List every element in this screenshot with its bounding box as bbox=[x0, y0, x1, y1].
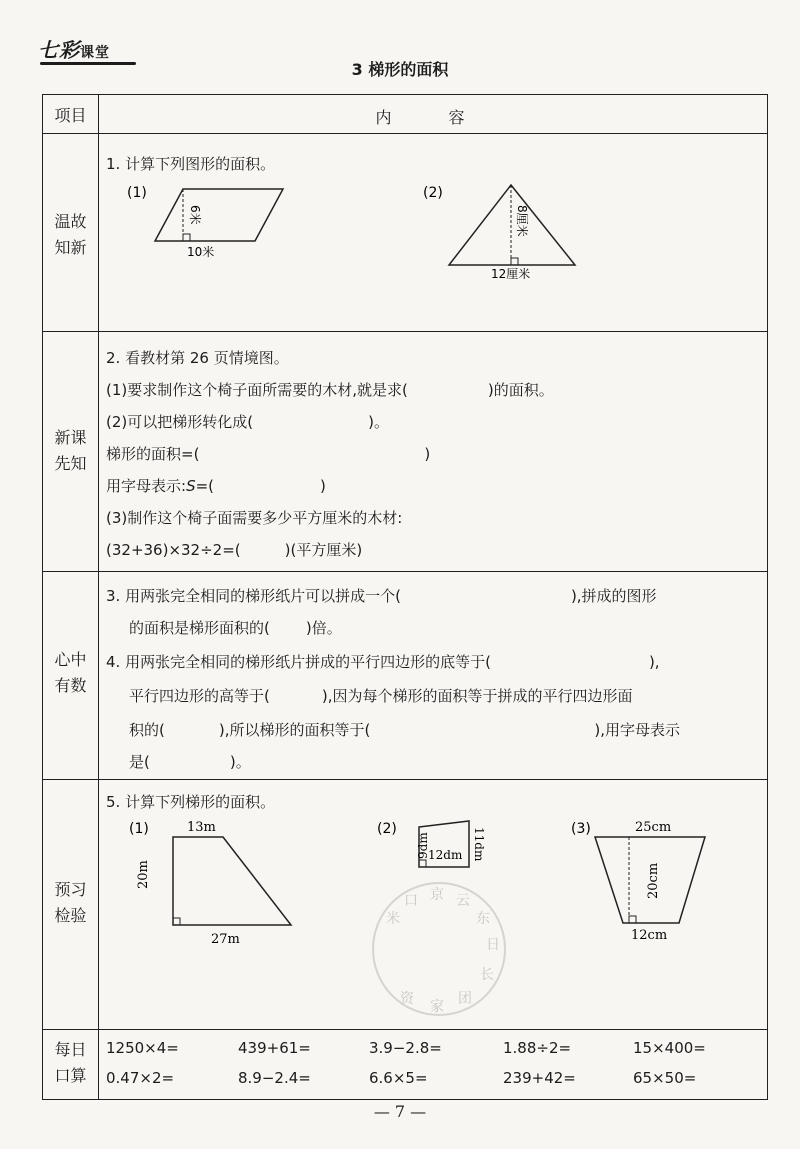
calc-item: 65×50= bbox=[633, 1069, 697, 1087]
mind-label-1: 心中 bbox=[54, 650, 87, 669]
mind-label-2: 有数 bbox=[54, 676, 87, 695]
preview-line-2: (2)可以把梯形转化成( )。 bbox=[106, 413, 389, 431]
column-divider bbox=[98, 95, 99, 1099]
calc-item: 8.9−2.4= bbox=[238, 1069, 311, 1087]
question-5: 5. 计算下列梯形的面积。 bbox=[106, 793, 276, 811]
row-divider bbox=[43, 331, 767, 332]
mind-label bbox=[43, 647, 98, 699]
t1-number: (1) bbox=[129, 821, 149, 837]
question-4-line-3: 积的( ),所以梯形的面积等于( ),用字母表示 bbox=[129, 721, 680, 739]
fig2-number: (2) bbox=[423, 185, 443, 201]
preview-line-4: 用字母表示:S=( ) bbox=[106, 477, 326, 495]
calc-item: 1250×4= bbox=[106, 1039, 179, 1057]
trapezoid-2-figure bbox=[371, 815, 501, 885]
trapezoid-1-shape bbox=[173, 837, 291, 925]
t1-bottom-label: 27m bbox=[211, 932, 240, 947]
parallelogram-shape bbox=[155, 189, 283, 241]
review-label-1: 温故 bbox=[54, 212, 87, 231]
preview-line-5: (3)制作这个椅子面需要多少平方厘米的木材: bbox=[106, 509, 403, 527]
t2-left-label: 9dm bbox=[416, 832, 430, 859]
header-content-label: 内 容 bbox=[375, 108, 491, 127]
t1-height-label: 20m bbox=[136, 860, 151, 889]
t3-top-label: 25cm bbox=[635, 820, 672, 835]
preview-label-1: 新课 bbox=[54, 428, 87, 447]
calc-item: 3.9−2.8= bbox=[369, 1039, 442, 1057]
review-label-2: 知新 bbox=[54, 238, 87, 257]
right-angle-mark bbox=[173, 918, 180, 925]
preview-line-6: (32+36)×32÷2=( )(平方厘米) bbox=[106, 541, 363, 559]
calc-item: 1.88÷2= bbox=[503, 1039, 572, 1057]
t1-top-label: 13m bbox=[187, 820, 216, 835]
page-title: 3 梯形的面积 bbox=[351, 60, 449, 79]
calc-item: 6.6×5= bbox=[369, 1069, 428, 1087]
question-4-line-4: 是( )。 bbox=[129, 753, 251, 771]
question-3-line-1: 3. 用两张完全相同的梯形纸片可以拼成一个( ),拼成的图形 bbox=[106, 587, 657, 605]
check-label-2: 检验 bbox=[54, 906, 87, 925]
calc-item: 239+42= bbox=[503, 1069, 576, 1087]
question-4-line-2: 平行四边形的高等于( ),因为每个梯形的面积等于拼成的平行四边形面 bbox=[129, 687, 633, 705]
daily-label-1: 每日 bbox=[54, 1040, 87, 1059]
t2-right-label: 11dm bbox=[472, 827, 486, 862]
right-angle-mark bbox=[511, 258, 518, 265]
question-4-line-1: 4. 用两张完全相同的梯形纸片拼成的平行四边形的底等于( ), bbox=[106, 653, 660, 671]
daily-label-2: 口算 bbox=[54, 1066, 87, 1085]
brand-suffix: 课堂 bbox=[80, 45, 110, 61]
preview-label bbox=[43, 425, 98, 477]
question-2: 2. 看教材第 26 页情境图。 bbox=[106, 349, 289, 367]
right-angle-mark bbox=[629, 916, 636, 923]
watermark-stamp: 米 口 京 云 东 日 长 团 家 资 bbox=[372, 882, 506, 1016]
row-divider bbox=[43, 133, 767, 134]
fig2-height-label: 8厘米 bbox=[515, 205, 529, 237]
preview-line-3: 梯形的面积=( ) bbox=[106, 445, 431, 463]
triangle-figure bbox=[413, 179, 593, 279]
question-1: 1. 计算下列图形的面积。 bbox=[106, 155, 276, 173]
fig1-number: (1) bbox=[127, 185, 147, 201]
question-3-line-2: 的面积是梯形面积的( )倍。 bbox=[129, 619, 342, 637]
right-angle-mark bbox=[419, 860, 426, 867]
brand-name: 七彩 bbox=[38, 38, 80, 62]
fig1-base-label: 10米 bbox=[187, 245, 215, 259]
t2-bottom-label: 12dm bbox=[428, 848, 463, 862]
calc-item: 0.47×2= bbox=[106, 1069, 175, 1087]
calc-item: 439+61= bbox=[238, 1039, 311, 1057]
right-angle-mark bbox=[183, 234, 190, 241]
t3-number: (3) bbox=[571, 821, 591, 837]
t2-number: (2) bbox=[377, 821, 397, 837]
triangle-shape bbox=[449, 185, 575, 265]
row-divider bbox=[43, 571, 767, 572]
calc-item: 15×400= bbox=[633, 1039, 706, 1057]
header-item-label: 项目 bbox=[54, 106, 87, 125]
trapezoid-1-figure bbox=[123, 817, 303, 957]
parallelogram-figure bbox=[113, 179, 313, 259]
preview-label-2: 先知 bbox=[54, 454, 87, 473]
row-divider bbox=[43, 1029, 767, 1030]
check-label bbox=[43, 877, 98, 929]
t3-bottom-label: 12cm bbox=[631, 928, 668, 943]
row-divider bbox=[43, 779, 767, 780]
check-label-1: 预习 bbox=[54, 880, 87, 899]
fig1-height-label: 6米 bbox=[188, 205, 202, 225]
t3-height-label: 20cm bbox=[646, 862, 661, 899]
preview-line-1: (1)要求制作这个椅子面所需要的木材,就是求( )的面积。 bbox=[106, 381, 554, 399]
review-label bbox=[43, 209, 98, 261]
fig2-base-label: 12厘米 bbox=[491, 267, 531, 279]
daily-label bbox=[43, 1037, 98, 1089]
trapezoid-3-figure bbox=[565, 815, 715, 955]
page-number: — 7 — bbox=[373, 1102, 427, 1121]
